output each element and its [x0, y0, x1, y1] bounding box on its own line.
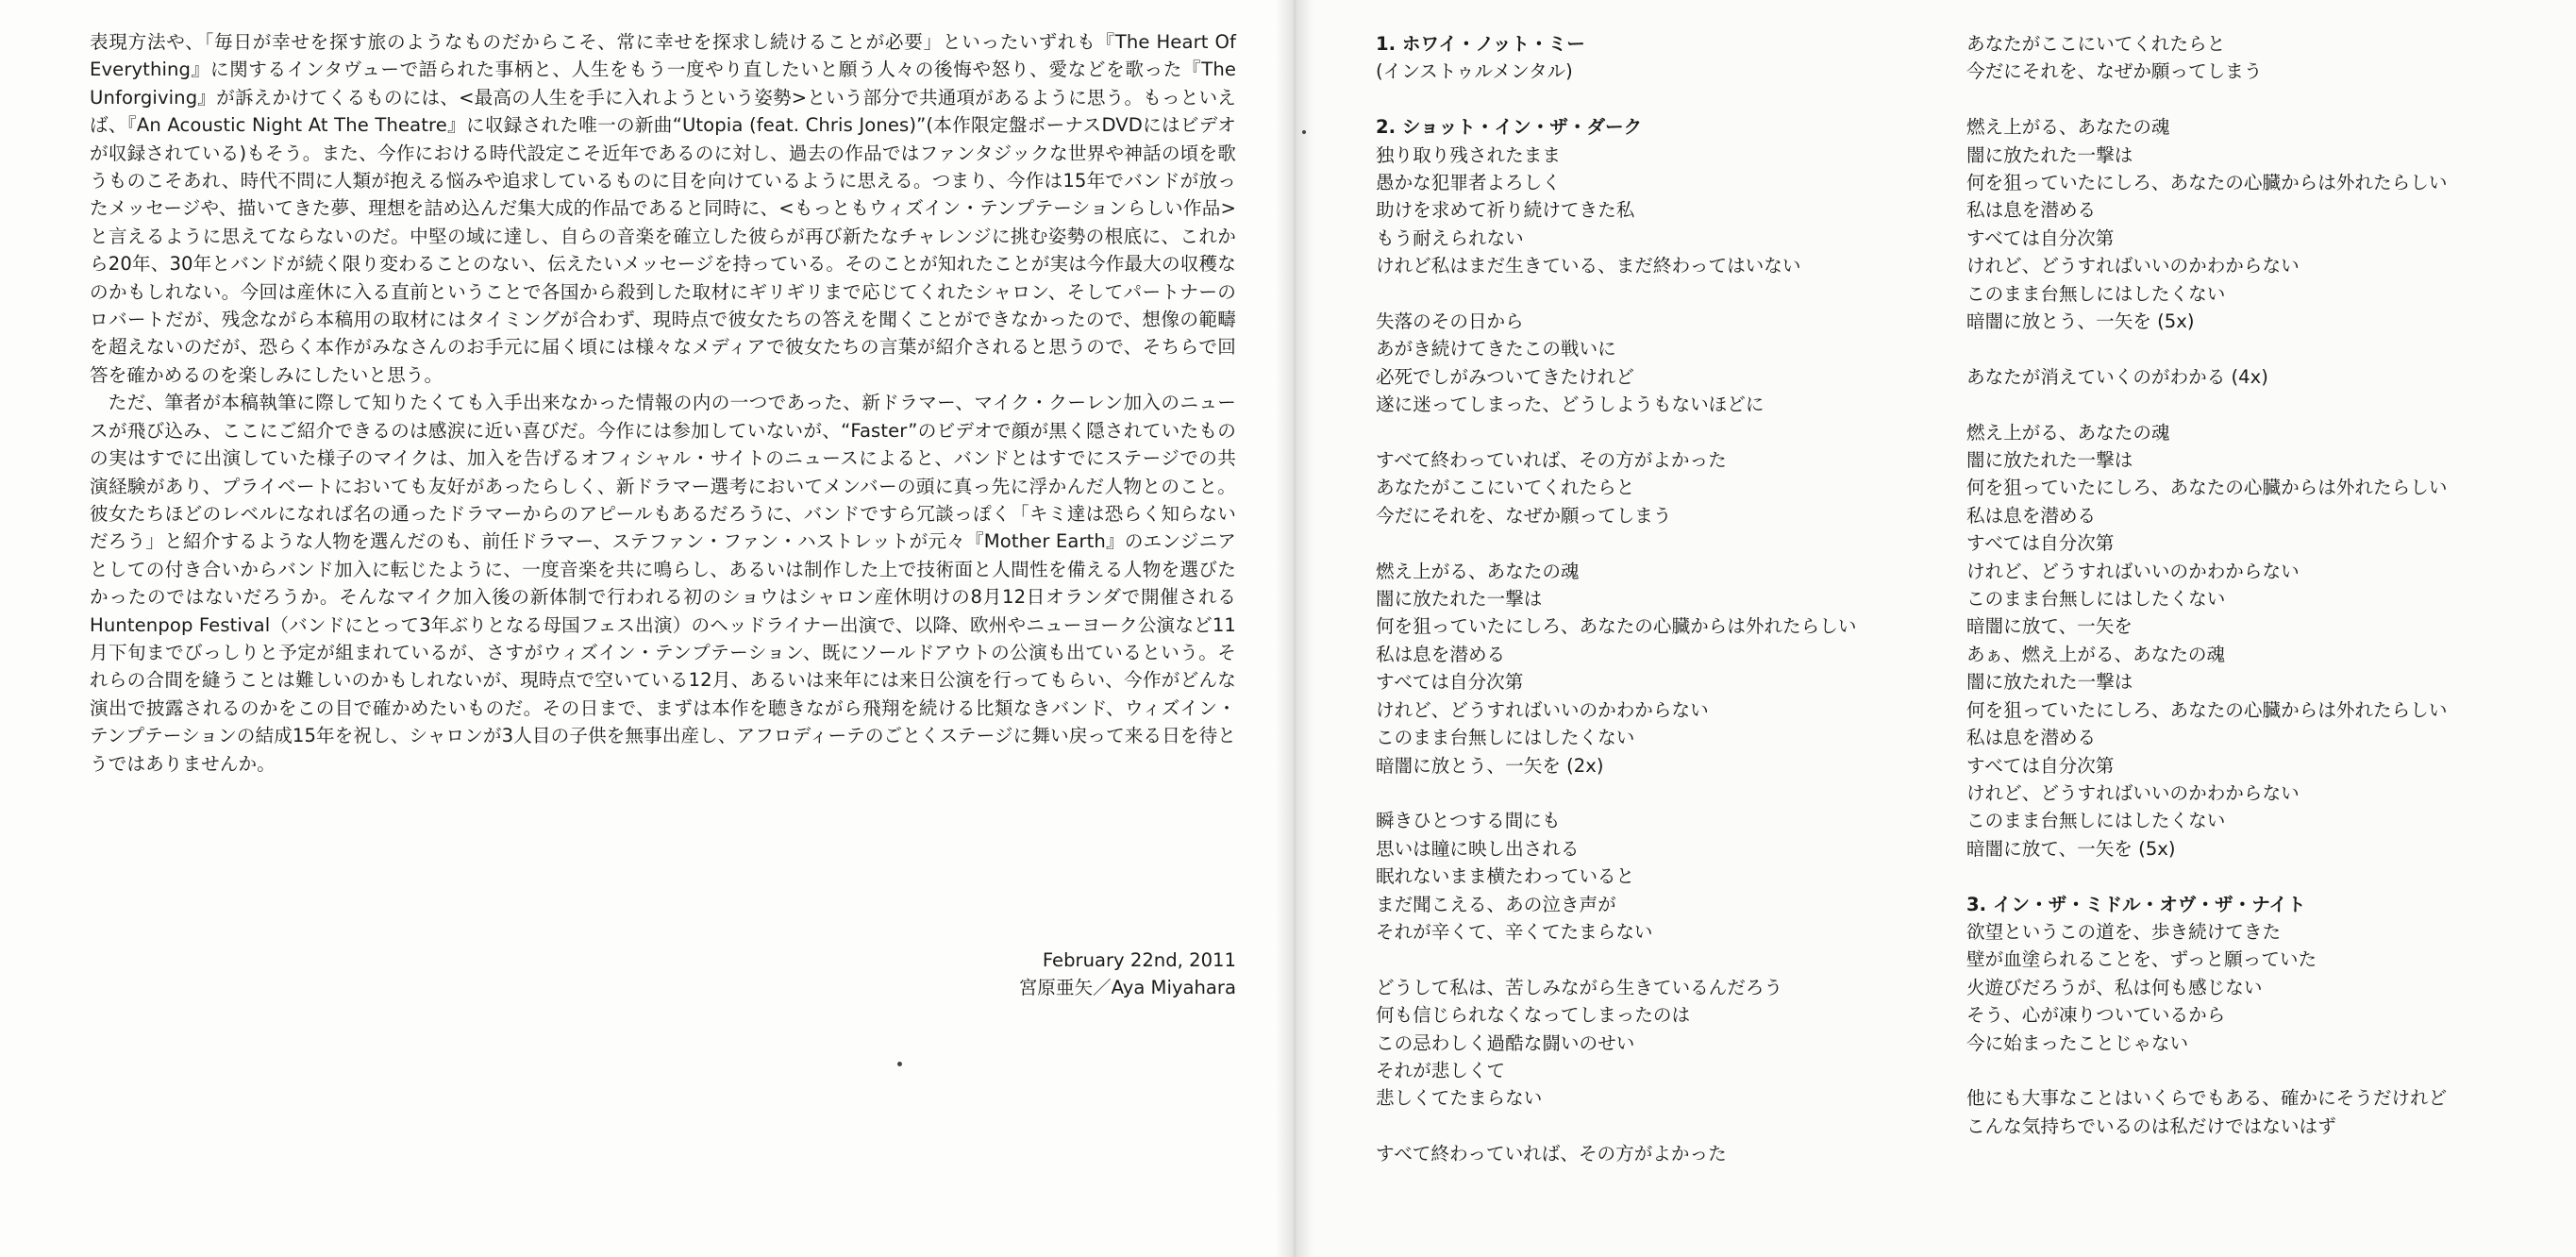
- lyric-line: 必死でしがみついてきたけれど: [1376, 365, 1634, 388]
- song-block-continued: [1966, 30, 2533, 863]
- lyric-line: 何を狙っていたにしろ、あなたの心臓からは外れたらしい: [1376, 615, 1857, 638]
- song-block: [1376, 113, 1904, 1167]
- lyric-line: すべては自分次第: [1966, 754, 2115, 777]
- lyric-line: 悲しくてたまらない: [1376, 1087, 1543, 1110]
- lyric-line: 失落のその日から: [1376, 310, 1524, 333]
- lyric-line: 燃え上がる、あなたの魂: [1966, 421, 2170, 444]
- lyric-line: 今だにそれを、なぜか願ってしまう: [1376, 504, 1672, 527]
- lyric-line: 何も信じられなくなってしまったのは: [1376, 1004, 1691, 1027]
- signature-block: [1019, 947, 1236, 1002]
- lyric-line: 欲望というこの道を、歩き続けてきた: [1966, 920, 2282, 943]
- lyric-line: 火遊びだろうが、私は何も感じない: [1966, 976, 2263, 998]
- lyrics-column-2: [1966, 30, 2533, 1168]
- lyric-line: 闇に放たれた一撃は: [1376, 588, 1543, 611]
- lyric-line: 眠れないまま横たわっていると: [1376, 865, 1635, 888]
- lyric-line: けれど、どうすればいいのかわからない: [1966, 781, 2300, 804]
- lyric-stanza: [1376, 142, 1904, 280]
- lyric-line: すべて終わっていれば、その方がよかった: [1376, 1143, 1727, 1165]
- lyric-line: このまま台無しにはしたくない: [1376, 727, 1635, 749]
- lyric-line: 思いは瞳に映し出される: [1376, 837, 1580, 860]
- lyric-stanza: [1966, 30, 2533, 86]
- lyric-line: 燃え上がる、あなたの魂: [1966, 116, 2170, 139]
- song-title: 1. ホワイ・ノット・ミー: [1376, 33, 1585, 55]
- essay-paragraph-1: 表現方法や、「毎日が幸せを探す旅のようなものだからこそ、常に幸せを探求し続けることが必要」といったいずれも『The Heart Of Everything』に関するインタヴューで語られた事柄と、人生をもう一度やり直したいと願う人々の後悔や怒り、愛などを歌った『The Unforgiving』が訴えかけてくるものには、<最高の人生を手に入れようという姿勢>という部分で共通項があるように思う。もっといえば、『An Acoustic Night At The Theatre』に収録された唯一の新曲“Utopia (feat. Chris Jones)”(本作限定盤ボーナスDVDにはビデオが収録されている)もそう。また、今作における時代設定こそ近年であるのに対し、過去の作品ではファンタジックな世界や神話の頃を歌うものこそあれ、時代不問に人類が抱える悩みや追求しているものに目を向けているように思える。つまり、今作は15年でバンドが放ったメッセージや、描いてきた夢、理想を詰め込んだ集大成的作品であると同時に、<もっともウィズイン・テンプテーションらしい作品>と言えるように思えてならないのだ。中堅の域に達し、自らの音楽を確立した彼らが再び新たなチャレンジに挑む姿勢の根底に、これから20年、30年とバンドが続く限り変わることのない、伝えたいメッセージを持っている。そのことが知れたことが実は今作最大の収穫なのかもしれない。今回は産休に入る直前ということで各国から殺到した取材にギリギリまで応じてくれたシャロン、そしてパートナーのロバートだが、残念ながら本稿用の取材にはタイミングが合わず、現時点で彼女たちの答えを聞くことができなかったので、想像の範疇を超えないのだが、恐らく本作がみなさんのお手元に届く頃には様々なメディアで彼女たちの言葉が紹介されると思うので、そちらで回答を確かめるのを楽しみにしたいと思う。: [90, 31, 1236, 386]
- lyric-line: けれど、どうすればいいのかわからない: [1376, 698, 1709, 721]
- lyric-stanza: [1376, 974, 1904, 1113]
- lyric-line: どうして私は、苦しみながら生きているんだろう: [1376, 976, 1783, 998]
- lyric-line: 独り取り残されたまま: [1376, 143, 1561, 166]
- lyric-line: 闇に放たれた一撃は: [1966, 143, 2133, 166]
- song-subtitle: (インストゥルメンタル): [1376, 60, 1573, 83]
- lyric-line: 何を狙っていたにしろ、あなたの心臓からは外れたらしい: [1966, 698, 2448, 721]
- lyric-line: あなたが消えていくのがわかる (4x): [1966, 365, 2268, 388]
- lyric-line: あぁ、燃え上がる、あなたの魂: [1966, 643, 2226, 665]
- lyric-line: 何を狙っていたにしろ、あなたの心臓からは外れたらしい: [1966, 172, 2448, 194]
- lyric-stanza: [1966, 1084, 2533, 1140]
- lyric-line: あなたがここにいてくれたらと: [1966, 33, 2226, 55]
- lyric-line: すべて終わっていれば、その方がよかった: [1376, 449, 1727, 472]
- lyric-line: すべては自分次第: [1376, 671, 1524, 694]
- song-block: [1966, 891, 2533, 1141]
- lyric-line: けれど、どうすればいいのかわからない: [1966, 560, 2300, 582]
- book-gutter: [1276, 0, 1313, 1257]
- lyric-line: 他にも大事なことはいくらでもある、確かにそうだけれど: [1966, 1087, 2448, 1110]
- lyric-stanza: [1966, 918, 2533, 1057]
- essay-date: February 22nd, 2011: [1042, 949, 1236, 971]
- lyric-line: すべては自分次第: [1966, 226, 2115, 249]
- lyric-line: 暗闇に放て、一矢を: [1966, 615, 2133, 638]
- lyric-line: 瞬きひとつする間にも: [1376, 810, 1561, 832]
- lyric-line: 愚かな犯罪者よろしく: [1376, 172, 1561, 194]
- lyric-line: 今だにそれを、なぜか願ってしまう: [1966, 60, 2263, 83]
- lyric-line: こんな気持ちでいるのは私だけではないはず: [1966, 1115, 2336, 1137]
- lyric-stanza: [1966, 113, 2533, 335]
- lyric-line: 何を狙っていたにしろ、あなたの心臓からは外れたらしい: [1966, 477, 2448, 499]
- lyric-line: 私は息を潜める: [1966, 199, 2097, 222]
- lyric-line: 遂に迷ってしまった、どうしようもないほどに: [1376, 394, 1765, 416]
- lyric-line: 私は息を潜める: [1966, 504, 2097, 527]
- essay-author: 宮原亜矢／Aya Miyahara: [1018, 977, 1236, 999]
- lyric-line: 今に始まったことじゃない: [1966, 1031, 2189, 1054]
- lyric-line: あがき続けてきたこの戦いに: [1376, 338, 1616, 360]
- lyric-line: けれど私はまだ生きている、まだ終わってはいない: [1376, 255, 1801, 277]
- lyric-line: 私は息を潜める: [1966, 727, 2097, 749]
- lyric-stanza: [1376, 558, 1904, 779]
- lyric-line: 暗闇に放て、一矢を (5x): [1966, 837, 2176, 860]
- lyric-line: まだ聞こえる、あの泣き声が: [1376, 893, 1616, 915]
- lyric-stanza: [1376, 1140, 1904, 1167]
- binding-dot: [1302, 130, 1306, 134]
- lyric-stanza: [1376, 807, 1904, 946]
- lyric-stanza: [1966, 419, 2533, 863]
- essay-text: [90, 28, 1236, 778]
- lyric-line: このまま台無しにはしたくない: [1966, 588, 2226, 611]
- lyric-stanza: [1376, 446, 1904, 529]
- lyric-line: このまま台無しにはしたくない: [1966, 282, 2226, 305]
- lyric-line: 闇に放たれた一撃は: [1966, 449, 2133, 472]
- lyric-stanza: [1376, 308, 1904, 419]
- lyric-line: このまま台無しにはしたくない: [1966, 810, 2226, 832]
- lyric-line: 闇に放たれた一撃は: [1966, 671, 2133, 694]
- lyric-line: そう、心が凍りついているから: [1966, 1004, 2226, 1027]
- essay-paragraph-2: ただ、筆者が本稿執筆に際して知りたくても入手出来なかった情報の内の一つであった、新ドラマー、マイク・クーレン加入のニュースが飛び込み、ここにご紹介できるのは感涙に近い喜びだ。今作には参加していないが、“Faster”のビデオで顔が黒く隠されていたものの実はすでに出演していた様子のマイクは、加入を告げるオフィシャル・サイトのニュースによると、バンドとはすでにステージでの共演経験があり、プライベートにおいても友好があったらしく、新ドラマー選考においてメンバーの頭に真っ先に浮かんだ人物とのこと。彼女たちほどのレベルになれば名の通ったドラマーからのアピールもあるだろうに、バンドですら冗談っぽく「キミ達は恐らく知らないだろう」と紹介するような人物を選んだのも、前任ドラマー、ステファン・ファン・ハストレットが元々『Mother Earth』のエンジニアとしての付き合いからバンド加入に転じたように、一度音楽を共に鳴らし、あるいは制作した上で技術面と人間性を備える人物を選びたかったのではないだろうか。そんなマイク加入後の新体制で行われる初のショウはシャロン産休明けの8月12日オランダで開催されるHuntenpop Festival（バンドにとって3年ぶりとなる母国フェス出演）のヘッドライナー出演で、以降、欧州やニューヨーク公演など11月下旬までびっしりと予定が組まれているが、さすがウィズイン・テンプテーション、既にソールドアウトの公演も出ているという。それらの合間を縫うことは難しいのかもしれないが、現時点で空いている12月、あるいは来年には来日公演を行ってもらい、今作がどんな演出で披露されるのかをこの目で確かめたいものだ。その日まで、まずは本作を聴きながら飛翔を続ける比類なきバンド、ウィズイン・テンプテーションの結成15年を祝し、シャロンが3人目の子供を無事出産し、アフロディーテのごとくステージに舞い戻って来る日を待とうではありませんか。: [90, 392, 1236, 775]
- lyric-line: もう耐えられない: [1376, 226, 1524, 249]
- lyric-line: この忌わしく過酷な闘いのせい: [1376, 1031, 1635, 1054]
- lyric-line: 壁が血塗られることを、ずっと願っていた: [1966, 948, 2317, 971]
- lyric-line: 暗闇に放とう、一矢を (2x): [1376, 754, 1604, 777]
- song-title: 2. ショット・イン・ザ・ダーク: [1376, 116, 1643, 139]
- lyric-line: けれど、どうすればいいのかわからない: [1966, 255, 2300, 277]
- song-title: 3. イン・ザ・ミドル・オヴ・ザ・ナイト: [1966, 893, 2306, 915]
- lyric-line: 私は息を潜める: [1376, 643, 1506, 665]
- lyric-line: それが悲しくて: [1376, 1059, 1506, 1081]
- lyric-line: 暗闇に放とう、一矢を (5x): [1966, 310, 2195, 333]
- lyric-stanza: [1966, 363, 2533, 391]
- lyric-line: すべては自分次第: [1966, 532, 2115, 555]
- lyric-line: それが辛くて、辛くてたまらない: [1376, 920, 1653, 943]
- lyric-line: 助けを求めて祈り続けてきた私: [1376, 199, 1635, 222]
- song-block: [1376, 30, 1904, 86]
- lyric-line: あなたがここにいてくれたらと: [1376, 477, 1635, 499]
- print-dot: [897, 1062, 902, 1066]
- lyric-line: 燃え上がる、あなたの魂: [1376, 560, 1580, 582]
- lyrics-column-1: [1376, 30, 1904, 1196]
